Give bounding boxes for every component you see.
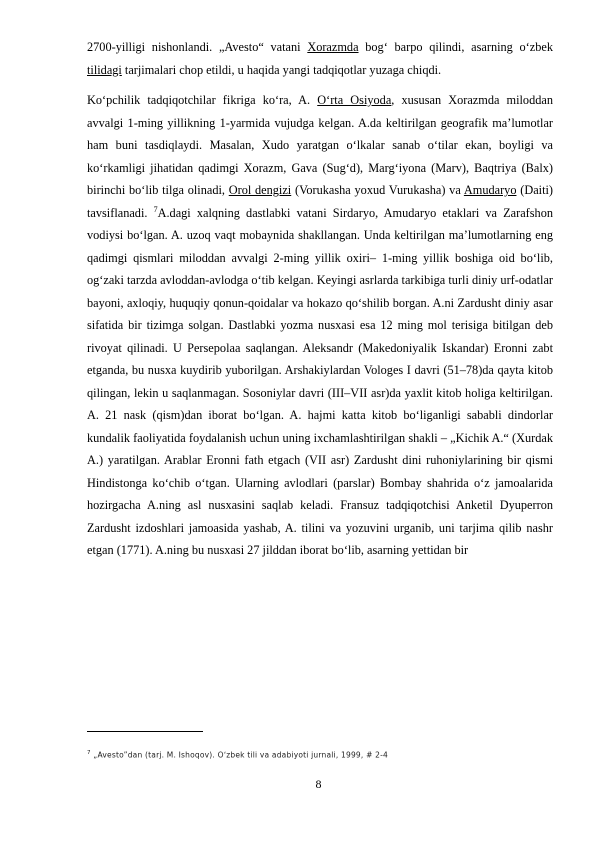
link-orol-dengizi[interactable]: Orol dengizi [228, 183, 292, 197]
text-run: tarjimalari chop etildi, u haqida yangi tadqiqotlar yuzaga chiqdi. [121, 62, 442, 77]
link-xorazmda[interactable]: Xorazmda [307, 40, 359, 54]
link-amudaryo[interactable]: Amudaryo [463, 183, 517, 197]
text-run: (Vorukasha yoxud Vurukasha) va [291, 183, 464, 197]
link-orta-osiyoda[interactable]: Oʻrta Osiyoda [317, 93, 392, 107]
page-number-row [0, 777, 595, 792]
footnote-reference[interactable]: 7 [153, 204, 158, 214]
document-body [87, 36, 553, 562]
link-tilidagi[interactable]: tilidagi [87, 62, 122, 77]
text-run: bogʻ barpo qilindi, asarning oʻzbek [358, 40, 553, 54]
text-run: , xususan Xorazmda miloddan avvalgi 1-ming yillikning 1-yarmida vujudga kelgan. A.da keltirilgan geografik maʼlumotlar ham buni tasdiqlaydi. Masalan, Xudo yaratgan oʻlkalar sanab oʻtilar ekan, boyligi va koʻrkamligi jihatidan qadimgi Xorazm, Gava (Sugʻd), Margʻiyona (Marv), Baqtriya (Balx) birinchi boʻlib tilga olinadi, [87, 93, 553, 197]
footnote-separator [87, 731, 203, 732]
footnote-text: „Avesto”dan (tarj. M. Ishoqov). Oʻzbek tili va adabiyoti jurnali, 1999, # 2-4 [90, 750, 388, 760]
text-run: A.dagi xalqning dastlabki vatani Sirdaryo, Amudaryo etaklari va Zarafshon vodiysi boʻlgan. A. uzoq vaqt mobaynida shakllangan. Unda keltirilgan maʼlumotlarning eng qadimgi qismlari miloddan avvalgi 2-ming yillik oxiri– 1-ming yillik boshiga oid boʻlib, ogʻzaki tarzda avloddan-avlodga oʻtib kelgan. Keyingi asrlarda tarkibiga turli diniy urf-odatlar bayoni, axloqiy, huquqiy qonun-qoidalar va hokazo qoʻshilib borgan. A.ni Zardusht diniy asar sifatida bir tizimga solgan. Dastlabki yozma nusxasi esa 12 ming mol terisiga bitilgan deb rivoyat qilinadi. U Persepolaa saqlangan. Aleksandr (Makedoniyalik Iskandar) Eronni zabt etganda, bu nusxa kuydirib yuborilgan. Arshakiylardan Vologes I davri (51–78)da qayta kitob qilingan, lekin u saqlanmagan. Sosoniylar davri (III–VII asr)da yaxlit kitob holiga keltirilgan. A. 21 nask (qism)dan iborat boʻlgan. A. hajmi katta kitob boʻliganligi sababli dindorlar kundalik faoliyatida foydalanish uchun uning ixchamlashtirilgan shakli – „Kichik A.“ (Xurdak A.) yaratilgan. Arablar Eronni fath etgach (VII asr) Zardusht dini ruhoniylarining bir qismi Hindistonga koʻchib oʻtgan. Ularning avlodlari (parslar) Bombay shahrida oʻz jamoalarida hozirgacha A.ning asl nusxasini saqlab keladi. Fransuz tadqiqotchisi Anketil Dyuperron Zardusht izdoshlari jamoasida yashab, A. tilini va yozuvini urganib, uni tarjima qilib nashr etgan (1771). A.ning bu nusxasi 27 jilddan iborat boʻlib, asarning yettidan bir [87, 205, 554, 557]
text-run: 2700-yilligi nishonlandi. „Avesto“ vatani [87, 40, 308, 54]
text-run: (Daiti) tavsiflanadi. [87, 183, 554, 220]
paragraph-1 [87, 36, 553, 81]
text-run: Koʻpchilik tadqiqotchilar fikriga koʻra, A. [87, 93, 318, 107]
footnote [87, 750, 388, 760]
page-number: 8 [315, 777, 322, 791]
footnote-number: 7 [87, 750, 91, 756]
paragraph-2 [87, 89, 553, 562]
